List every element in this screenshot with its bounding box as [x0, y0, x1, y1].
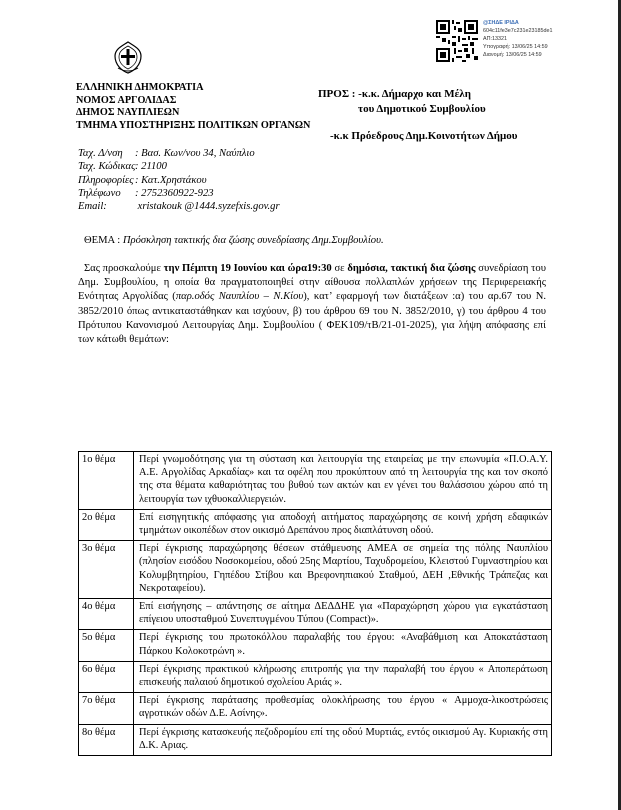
meeting-location: παρ.οδός Ναυπλίου – Ν.Κίου [175, 291, 304, 303]
contact-label: Email: [78, 201, 107, 213]
stamp-signed: Υπογραφή: 13/06/25 14:59 [483, 44, 548, 50]
agenda-text: Επί εισηγητικής απόφασης για αποδοχή αιτήματος παραχώρησης σε κοινή χρήση εδαφικών τμημάτων οικοπέδων στον οικισμό Δρεπάνου προς διαπλάτυνση οδού. [134, 509, 552, 540]
contact-label: Ταχ. Δ/νση [78, 148, 123, 159]
subject-line [84, 235, 384, 246]
issuer-block [76, 82, 310, 132]
stamp-code: 604c11fe3e7c231e23185de1 [483, 28, 553, 34]
agenda-number: 7ο θέμα [79, 693, 134, 724]
agenda-text: Επί εισήγησης – απάντησης σε αίτημα ΔΕΔΔΗΕ για «Παραχώρηση χώρου για εγκατάσταση επίγειου υποσταθμού Συνεπτυγμένου Τύπου (Compact)». [134, 599, 552, 630]
invitation-paragraph [78, 262, 546, 347]
contact-label: Τηλέφωνο [78, 187, 121, 199]
stamp-protocol: ΑΠ:13321 [483, 36, 507, 42]
table-row [79, 452, 552, 510]
contact-row [78, 160, 280, 173]
contact-value: : Βασ. Κων/νου 34, Ναύπλιο [135, 148, 255, 159]
table-row [79, 661, 552, 692]
contact-row [78, 147, 280, 160]
recipients-block [318, 87, 486, 117]
agenda-text: Περί έγκρισης κατασκευής πεζοδρομίου επί της οδού Μυρτιάς, εντός οικισμού Αγ. Κυριακής στη Δ.Κ. Αριας. [134, 724, 552, 755]
agenda-text: Περί έγκρισης πρακτικού κλήρωσης επιτροπής για την παραλαβή του έργου « Αποπεράτωση επισκευής παλαιού δημοτικού σχολείου Αριάς ». [134, 661, 552, 692]
contact-value: : 21100 [135, 161, 167, 173]
agenda-number: 8ο θέμα [79, 724, 134, 755]
contact-email: xristakouk @1444.syzefxis.gov.gr [135, 201, 280, 213]
table-row [79, 541, 552, 599]
greek-emblem-icon [112, 40, 144, 74]
contact-row [78, 200, 280, 213]
body-text: σε [331, 263, 348, 274]
agenda-text: Περί έγκρισης παραχώρησης θέσεων στάθμευσης ΑΜΕΑ σε σημεία της πόλης Ναυπλίου (πλησίον εισόδου Νοσοκομείου, οδού 25ης Μαρτίου, Ταχυδρομείου, Κλειστού Γυμναστηρίου και Κολυμβητηρίου, Γηπέδου Στίβου και Βρεφονηπιακού Σταθμού, ΔΕΗ ,Εθνικής Τράπεζας και Νεκροταφείου). [134, 541, 552, 599]
contact-label: Ταχ. Κώδικας [78, 161, 136, 173]
agenda-text: Περί έγκρισης παράτασης προθεσμίας ολοκλήρωσης του έργου « Αμμοχα-λικοστρώσεις αγροτικών οδών Δ.Ε. Ασίνης». [134, 693, 552, 724]
body-text: ), κατ’ εφαρμογή των διατάξεων :α) του αρ.67 του Ν. 3852/2010 όπως αντικαταστάθηκαν και ισχύουν, β) του άρθρου 69 του Ν. 3852/2010, γ) του άρθρου 4 του Πρότυπου Κανονισμού Λειτουργίας Δημ. Συμβουλίου ( ΦΕΚ109/τΒ/21-01-2025), για λήψη απόφασης επί των κάτωθι θεμάτων: [78, 291, 546, 346]
org-line: ΝΟΜΟΣ ΑΡΓΟΛΙΔΑΣ [76, 94, 177, 106]
contact-label: Πληροφορίες [78, 174, 134, 186]
stamp-title: @ΣΗΔΕ ΙΡΙΔΑ [483, 20, 519, 26]
agenda-number: 2ο θέμα [79, 509, 134, 540]
table-row [79, 599, 552, 630]
contact-row [78, 187, 280, 200]
contact-value: : Κατ.Χρηστάκου [135, 174, 207, 186]
agenda-number: 5ο θέμα [79, 630, 134, 661]
subject-text: Πρόσκληση τακτικής δια ζώσης συνεδρίασης Δημ.Συμβουλίου. [122, 235, 384, 246]
org-line: ΕΛΛΗΝΙΚΗ ΔΗΜΟΚΡΑΤΙΑ [76, 82, 204, 93]
agenda-number: 6ο θέμα [79, 661, 134, 692]
agenda-number: 4ο θέμα [79, 599, 134, 630]
contact-row [78, 174, 280, 187]
meeting-type: δημόσια, τακτική δια ζώσης [347, 263, 476, 274]
subject-label: ΘΕΜΑ : [84, 235, 123, 246]
contact-value: : 2752360922-923 [135, 187, 214, 199]
body-text: συνεδρίαση του Δημ. Συμβουλίου, η οποία θα πραγματοποιηθεί στην αίθουσα πολλαπλών χρήσεων της Περιφερειακής Ενότητας Αργολίδας ( [78, 263, 546, 303]
stamp-sent: Διανομή: 13/06/25 14:59 [483, 52, 542, 58]
recipient-line: του Δημοτικού Συμβουλίου [358, 103, 486, 115]
table-row [79, 509, 552, 540]
contact-block [78, 147, 280, 213]
org-line: ΤΜΗΜΑ ΥΠΟΣΤΗΡΙΞΗΣ ΠΟΛΙΤΙΚΩΝ ΟΡΓΑΝΩΝ [76, 119, 311, 131]
table-row [79, 693, 552, 724]
agenda-number: 3ο θέμα [79, 541, 134, 599]
recipient-line: ΠΡΟΣ : -κ.κ. Δήμαρχο και Μέλη [318, 88, 471, 100]
agenda-text: Περί έγκρισης του πρωτοκόλλου παραλαβής του έργου: «Αναβάθμιση και Αποκατάσταση Πάρκου Κολοκοτρώνη ». [134, 630, 552, 661]
org-line: ΔΗΜΟΣ ΝΑΥΠΛΙΕΩΝ [76, 107, 180, 118]
table-row [79, 630, 552, 661]
qr-code-icon [436, 20, 478, 62]
agenda-number: 1ο θέμα [79, 452, 134, 510]
table-row [79, 724, 552, 755]
signature-stamp [483, 19, 552, 59]
meeting-datetime: την Πέμπτη 19 Ιουνίου και ώρα19:30 [163, 263, 332, 274]
body-text: Σας προσκαλούμε [84, 263, 164, 274]
recipient-line: -κ.κ Πρόεδρους Δημ.Κοινοτήτων Δήμου [330, 130, 518, 142]
agenda-table [78, 451, 552, 756]
agenda-text: Περί γνωμοδότησης για τη σύσταση και λειτουργία της εταιρείας με την επωνυμία «Π.Ο.Α.Υ. Α.Ε. Αργολίδας Αρκαδίας» και τα οφέλη που προκύπτουν από τη λειτουργία της και τον σκοπό της στα θέματα καθαριότητας του βυθού των ακτών και εν γένει του θαλάσσιου χώρου από τη λειτουργία των ιχθυοκαλλιεργειών. [134, 452, 552, 510]
